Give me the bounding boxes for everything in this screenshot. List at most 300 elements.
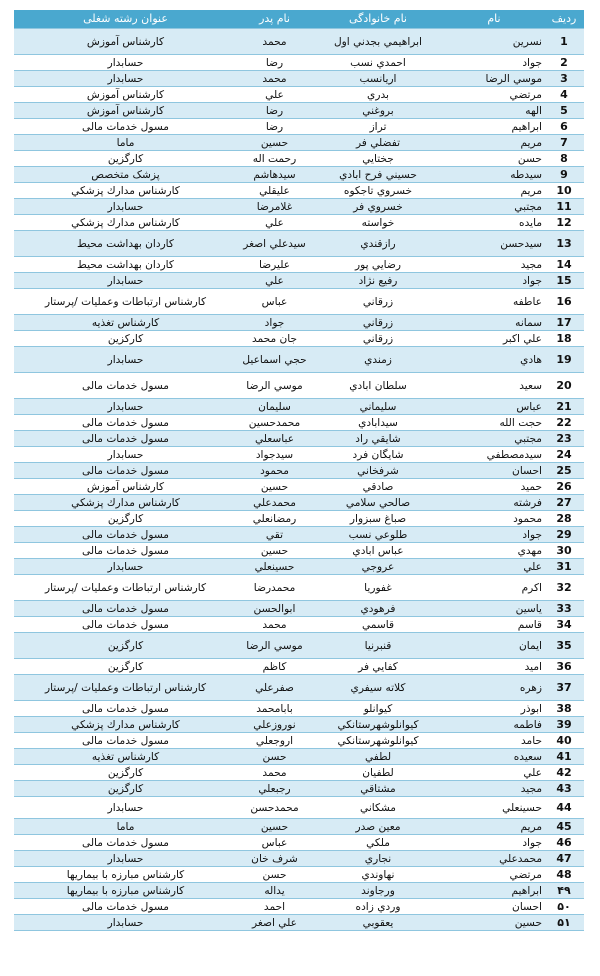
cell-job-title: كارشناس تغذيه [14, 315, 237, 331]
cell-first-name: ابوذر [444, 701, 544, 717]
cell-job-title: كارگزين [14, 781, 237, 797]
cell-row-number: 20 [544, 373, 584, 399]
cell-row-number: 42 [544, 765, 584, 781]
cell-first-name: علي اكبر [444, 331, 544, 347]
cell-first-name: مريم [444, 135, 544, 151]
cell-job-title: حسابدار [14, 55, 237, 71]
cell-family-name: قنبرنيا [312, 633, 444, 659]
cell-row-number: 7 [544, 135, 584, 151]
table-row [14, 915, 584, 931]
cell-row-number: 33 [544, 601, 584, 617]
cell-father-name: رضا [237, 119, 312, 135]
table-row [14, 231, 584, 257]
cell-job-title: كارشناس مدارك پزشكي [14, 183, 237, 199]
cell-family-name: كلاته سيفري [312, 675, 444, 701]
table-row [14, 883, 584, 899]
table-row [14, 617, 584, 633]
cell-job-title: مسول خدمات مالی [14, 899, 237, 915]
cell-family-name: مشكاني [312, 797, 444, 819]
cell-family-name: قاسمي [312, 617, 444, 633]
cell-row-number: 11 [544, 199, 584, 215]
cell-row-number: 30 [544, 543, 584, 559]
cell-first-name: موسي الرضا [444, 71, 544, 87]
table-row [14, 447, 584, 463]
table-row [14, 289, 584, 315]
cell-father-name: حسين [237, 479, 312, 495]
cell-first-name: جواد [444, 835, 544, 851]
cell-row-number: 25 [544, 463, 584, 479]
cell-row-number: 14 [544, 257, 584, 273]
cell-first-name: عباس [444, 399, 544, 415]
cell-family-name: جختايي [312, 151, 444, 167]
cell-row-number: 28 [544, 511, 584, 527]
table-row [14, 601, 584, 617]
table-row [14, 511, 584, 527]
cell-job-title: كارگزين [14, 659, 237, 675]
cell-first-name: مرتضي [444, 867, 544, 883]
cell-family-name: اريانسب [312, 71, 444, 87]
cell-father-name: حسينعلي [237, 559, 312, 575]
cell-first-name: جواد [444, 55, 544, 71]
table-row [14, 867, 584, 883]
header-father-name: نام پدر [237, 10, 312, 29]
cell-first-name: حامد [444, 733, 544, 749]
cell-row-number: 45 [544, 819, 584, 835]
cell-job-title: مسول خدمات مالی [14, 601, 237, 617]
cell-family-name: شايگان فرد [312, 447, 444, 463]
cell-row-number: 17 [544, 315, 584, 331]
table-header-row [14, 10, 584, 29]
cell-father-name: صفرعلي [237, 675, 312, 701]
cell-row-number: 27 [544, 495, 584, 511]
cell-first-name: حسينعلي [444, 797, 544, 819]
cell-row-number: 9 [544, 167, 584, 183]
cell-family-name: ابراهيمي بجدني اول [312, 29, 444, 55]
cell-first-name: فرشته [444, 495, 544, 511]
cell-family-name: طلوعي نسب [312, 527, 444, 543]
cell-row-number: 36 [544, 659, 584, 675]
cell-row-number: 16 [544, 289, 584, 315]
cell-job-title: كارشناس مدارك پزشكي [14, 495, 237, 511]
cell-job-title: مسول خدمات مالی [14, 431, 237, 447]
cell-father-name: جان محمد [237, 331, 312, 347]
cell-father-name: علي [237, 273, 312, 289]
cell-row-number: 19 [544, 347, 584, 373]
cell-family-name: رازقندي [312, 231, 444, 257]
table-row [14, 183, 584, 199]
cell-father-name: احمد [237, 899, 312, 915]
table-row [14, 899, 584, 915]
table-row [14, 331, 584, 347]
cell-father-name: عباسعلي [237, 431, 312, 447]
cell-job-title: مسول خدمات مالی [14, 733, 237, 749]
cell-row-number: 2 [544, 55, 584, 71]
cell-first-name: هادي [444, 347, 544, 373]
cell-father-name: رجبعلي [237, 781, 312, 797]
cell-first-name: محمود [444, 511, 544, 527]
cell-father-name: سيدهاشم [237, 167, 312, 183]
cell-job-title: ماما [14, 135, 237, 151]
table-row [14, 273, 584, 289]
cell-first-name: اكرم [444, 575, 544, 601]
cell-father-name: اروجعلي [237, 733, 312, 749]
cell-family-name: خواسته [312, 215, 444, 231]
cell-father-name: رمضانعلي [237, 511, 312, 527]
cell-family-name: فرهودي [312, 601, 444, 617]
table-row [14, 71, 584, 87]
table-body [14, 29, 584, 931]
cell-job-title: مسول خدمات مالی [14, 701, 237, 717]
cell-father-name: محمدحسين [237, 415, 312, 431]
cell-row-number: 24 [544, 447, 584, 463]
cell-first-name: مريم [444, 819, 544, 835]
cell-father-name: محمد [237, 617, 312, 633]
cell-job-title: كارشناس مدارك پزشكي [14, 717, 237, 733]
cell-family-name: خسروي تاجكوه [312, 183, 444, 199]
cell-job-title: كارگزين [14, 151, 237, 167]
cell-family-name: غفوريا [312, 575, 444, 601]
cell-father-name: حسين [237, 819, 312, 835]
cell-job-title: كارگزين [14, 511, 237, 527]
cell-row-number: 22 [544, 415, 584, 431]
header-first-name: نام [444, 10, 544, 29]
cell-father-name: تقي [237, 527, 312, 543]
cell-row-number: 8 [544, 151, 584, 167]
table-row [14, 851, 584, 867]
cell-first-name: مجيد [444, 781, 544, 797]
cell-first-name: الهه [444, 103, 544, 119]
table-row [14, 29, 584, 55]
employee-table-container [14, 10, 584, 931]
cell-first-name: حسن [444, 151, 544, 167]
cell-job-title: كاركزين [14, 331, 237, 347]
cell-row-number: 21 [544, 399, 584, 415]
table-row [14, 315, 584, 331]
cell-father-name: ابوالحسن [237, 601, 312, 617]
cell-father-name: نوروزعلي [237, 717, 312, 733]
table-row [14, 399, 584, 415]
table-row [14, 717, 584, 733]
cell-father-name: موسي الرضا [237, 373, 312, 399]
table-row [14, 415, 584, 431]
header-row-number: ردیف [544, 10, 584, 29]
cell-job-title: مسول خدمات مالی [14, 543, 237, 559]
cell-row-number: 43 [544, 781, 584, 797]
cell-first-name: مجيد [444, 257, 544, 273]
cell-first-name: مريم [444, 183, 544, 199]
table-row [14, 765, 584, 781]
cell-job-title: كارشناس آموزش [14, 103, 237, 119]
cell-job-title: كارشناس آموزش [14, 479, 237, 495]
cell-row-number: 47 [544, 851, 584, 867]
cell-family-name: عروجي [312, 559, 444, 575]
cell-father-name: عباس [237, 835, 312, 851]
table-row [14, 347, 584, 373]
cell-job-title: كارشناس ارتباطات وعمليات /پرستار [14, 289, 237, 315]
table-row [14, 527, 584, 543]
cell-father-name: محمدعلي [237, 495, 312, 511]
cell-job-title: مسول خدمات مالی [14, 463, 237, 479]
cell-job-title: مسول خدمات مالی [14, 119, 237, 135]
cell-family-name: مشتاقي [312, 781, 444, 797]
cell-row-number: 39 [544, 717, 584, 733]
cell-first-name: سيدحسن [444, 231, 544, 257]
cell-family-name: سيدابادي [312, 415, 444, 431]
table-row [14, 103, 584, 119]
cell-row-number: 15 [544, 273, 584, 289]
cell-father-name: علي [237, 215, 312, 231]
cell-row-number: 34 [544, 617, 584, 633]
cell-family-name: زمندي [312, 347, 444, 373]
cell-father-name: حسين [237, 135, 312, 151]
cell-family-name: سلطان ابادي [312, 373, 444, 399]
cell-row-number: ۵۰ [544, 899, 584, 915]
cell-family-name: كفايي فر [312, 659, 444, 675]
cell-first-name: عاطفه [444, 289, 544, 315]
cell-father-name: جواد [237, 315, 312, 331]
cell-first-name: زهره [444, 675, 544, 701]
cell-row-number: 41 [544, 749, 584, 765]
cell-row-number: 44 [544, 797, 584, 819]
cell-first-name: نسرين [444, 29, 544, 55]
cell-first-name: سيدطه [444, 167, 544, 183]
cell-father-name: محمدحسن [237, 797, 312, 819]
table-row [14, 495, 584, 511]
cell-family-name: احمدي نسب [312, 55, 444, 71]
cell-first-name: سعيد [444, 373, 544, 399]
table-row [14, 559, 584, 575]
table-row [14, 733, 584, 749]
cell-row-number: 32 [544, 575, 584, 601]
cell-row-number: 31 [544, 559, 584, 575]
cell-row-number: 6 [544, 119, 584, 135]
table-row [14, 749, 584, 765]
cell-row-number: 18 [544, 331, 584, 347]
cell-job-title: پزشک متخصص [14, 167, 237, 183]
cell-father-name: سيدجواد [237, 447, 312, 463]
cell-family-name: صالحي سلامي [312, 495, 444, 511]
cell-family-name: نجاري [312, 851, 444, 867]
cell-job-title: كارشناس مبارزه با بيماريها [14, 867, 237, 883]
table-row [14, 659, 584, 675]
table-row [14, 55, 584, 71]
cell-job-title: مسول خدمات مالی [14, 415, 237, 431]
cell-row-number: 5 [544, 103, 584, 119]
cell-job-title: حسابدار [14, 399, 237, 415]
cell-row-number: 12 [544, 215, 584, 231]
table-row [14, 675, 584, 701]
cell-father-name: محمد [237, 765, 312, 781]
table-row [14, 701, 584, 717]
cell-row-number: 35 [544, 633, 584, 659]
table-row [14, 87, 584, 103]
cell-job-title: كاردان بهداشت محيط [14, 257, 237, 273]
cell-first-name: مايده [444, 215, 544, 231]
cell-first-name: مجتبي [444, 431, 544, 447]
table-row [14, 119, 584, 135]
cell-family-name: تراز [312, 119, 444, 135]
table-row [14, 575, 584, 601]
cell-job-title: ماما [14, 819, 237, 835]
cell-father-name: كاظم [237, 659, 312, 675]
cell-father-name: عباس [237, 289, 312, 315]
cell-first-name: سعيده [444, 749, 544, 765]
cell-first-name: جواد [444, 273, 544, 289]
cell-first-name: حميد [444, 479, 544, 495]
cell-row-number: 29 [544, 527, 584, 543]
cell-father-name: رضا [237, 55, 312, 71]
cell-father-name: حجي اسماعيل [237, 347, 312, 373]
cell-family-name: سليماني [312, 399, 444, 415]
cell-father-name: محمدرضا [237, 575, 312, 601]
cell-row-number: ۴۹ [544, 883, 584, 899]
cell-row-number: ۵۱ [544, 915, 584, 931]
table-row [14, 135, 584, 151]
cell-family-name: عباس ابادي [312, 543, 444, 559]
table-row [14, 151, 584, 167]
cell-first-name: مهدي [444, 543, 544, 559]
cell-row-number: 10 [544, 183, 584, 199]
cell-family-name: زرقاني [312, 289, 444, 315]
cell-first-name: محمدعلي [444, 851, 544, 867]
cell-first-name: احسان [444, 463, 544, 479]
cell-family-name: شرفخاني [312, 463, 444, 479]
cell-father-name: حسن [237, 867, 312, 883]
cell-first-name: ياسين [444, 601, 544, 617]
cell-first-name: مجتبي [444, 199, 544, 215]
cell-first-name: ايمان [444, 633, 544, 659]
table-row [14, 781, 584, 797]
cell-family-name: حسيني فرح ابادي [312, 167, 444, 183]
table-row [14, 479, 584, 495]
cell-job-title: حسابدار [14, 199, 237, 215]
cell-family-name: رفيع نژاد [312, 273, 444, 289]
cell-family-name: كيوانلوشهرستانكي [312, 717, 444, 733]
cell-job-title: كارشناس تغذيه [14, 749, 237, 765]
table-row [14, 633, 584, 659]
cell-father-name: عليقلي [237, 183, 312, 199]
cell-family-name: نهاوندي [312, 867, 444, 883]
cell-family-name: زرقاني [312, 315, 444, 331]
cell-row-number: 40 [544, 733, 584, 749]
cell-job-title: كارشناس مدارك پزشكي [14, 215, 237, 231]
cell-first-name: جواد [444, 527, 544, 543]
cell-family-name: ملكي [312, 835, 444, 851]
table-row [14, 167, 584, 183]
cell-first-name: اميد [444, 659, 544, 675]
cell-family-name: ورجاوند [312, 883, 444, 899]
table-row [14, 543, 584, 559]
cell-family-name: لطفي [312, 749, 444, 765]
cell-family-name: بروغني [312, 103, 444, 119]
table-row [14, 835, 584, 851]
cell-row-number: 37 [544, 675, 584, 701]
cell-job-title: كارشناس آموزش [14, 87, 237, 103]
cell-job-title: كارگزين [14, 633, 237, 659]
cell-first-name: سيدمصطفي [444, 447, 544, 463]
cell-first-name: ابراهيم [444, 119, 544, 135]
table-row [14, 463, 584, 479]
cell-father-name: محمد [237, 29, 312, 55]
table-row [14, 199, 584, 215]
cell-father-name: سيدعلي اصغر [237, 231, 312, 257]
cell-family-name: صادقي [312, 479, 444, 495]
cell-job-title: كارشناس آموزش [14, 29, 237, 55]
cell-father-name: شرف خان [237, 851, 312, 867]
cell-first-name: فاطمه [444, 717, 544, 733]
cell-row-number: 4 [544, 87, 584, 103]
cell-first-name: حسين [444, 915, 544, 931]
table-row [14, 215, 584, 231]
cell-family-name: كيوانلوشهرستانكي [312, 733, 444, 749]
cell-father-name: يداله [237, 883, 312, 899]
cell-job-title: كارشناس ارتباطات وعمليات /پرستار [14, 675, 237, 701]
employee-table [14, 10, 584, 931]
table-row [14, 257, 584, 273]
cell-first-name: احسان [444, 899, 544, 915]
cell-first-name: حجت الله [444, 415, 544, 431]
header-job-title: عنوان رشته شغلی [14, 10, 237, 29]
cell-job-title: حسابدار [14, 915, 237, 931]
cell-father-name: محمود [237, 463, 312, 479]
cell-father-name: علي اصغر [237, 915, 312, 931]
cell-family-name: بدري [312, 87, 444, 103]
cell-first-name: قاسم [444, 617, 544, 633]
header-family-name: نام خانوادگی [312, 10, 444, 29]
cell-job-title: كارشناس مبارزه با بيماريها [14, 883, 237, 899]
cell-father-name: سليمان [237, 399, 312, 415]
cell-father-name: بابامحمد [237, 701, 312, 717]
cell-family-name: تفضلي فر [312, 135, 444, 151]
cell-father-name: رضا [237, 103, 312, 119]
cell-family-name: كيوانلو [312, 701, 444, 717]
cell-family-name: شايقي راد [312, 431, 444, 447]
cell-job-title: حسابدار [14, 71, 237, 87]
cell-row-number: 3 [544, 71, 584, 87]
cell-row-number: 23 [544, 431, 584, 447]
cell-job-title: كارشناس ارتباطات وعمليات /پرستار [14, 575, 237, 601]
cell-father-name: حسين [237, 543, 312, 559]
cell-family-name: رضايي پور [312, 257, 444, 273]
cell-row-number: 26 [544, 479, 584, 495]
cell-job-title: مسول خدمات مالی [14, 617, 237, 633]
cell-family-name: صباغ سبزوار [312, 511, 444, 527]
cell-first-name: مرتضي [444, 87, 544, 103]
cell-row-number: 13 [544, 231, 584, 257]
cell-father-name: عليرضا [237, 257, 312, 273]
cell-father-name: موسي الرضا [237, 633, 312, 659]
cell-job-title: كارگزين [14, 765, 237, 781]
cell-father-name: رحمت اله [237, 151, 312, 167]
cell-father-name: حسن [237, 749, 312, 765]
cell-family-name: وردي زاده [312, 899, 444, 915]
cell-family-name: خسروي فر [312, 199, 444, 215]
cell-father-name: محمد [237, 71, 312, 87]
table-row [14, 797, 584, 819]
cell-first-name: سمانه [444, 315, 544, 331]
cell-father-name: غلامرضا [237, 199, 312, 215]
cell-row-number: 38 [544, 701, 584, 717]
cell-job-title: حسابدار [14, 851, 237, 867]
cell-row-number: 48 [544, 867, 584, 883]
cell-family-name: لطفيان [312, 765, 444, 781]
cell-first-name: علي [444, 559, 544, 575]
cell-job-title: حسابدار [14, 273, 237, 289]
cell-first-name: ابراهيم [444, 883, 544, 899]
table-row [14, 819, 584, 835]
cell-first-name: علي [444, 765, 544, 781]
cell-job-title: مسول خدمات مالی [14, 527, 237, 543]
